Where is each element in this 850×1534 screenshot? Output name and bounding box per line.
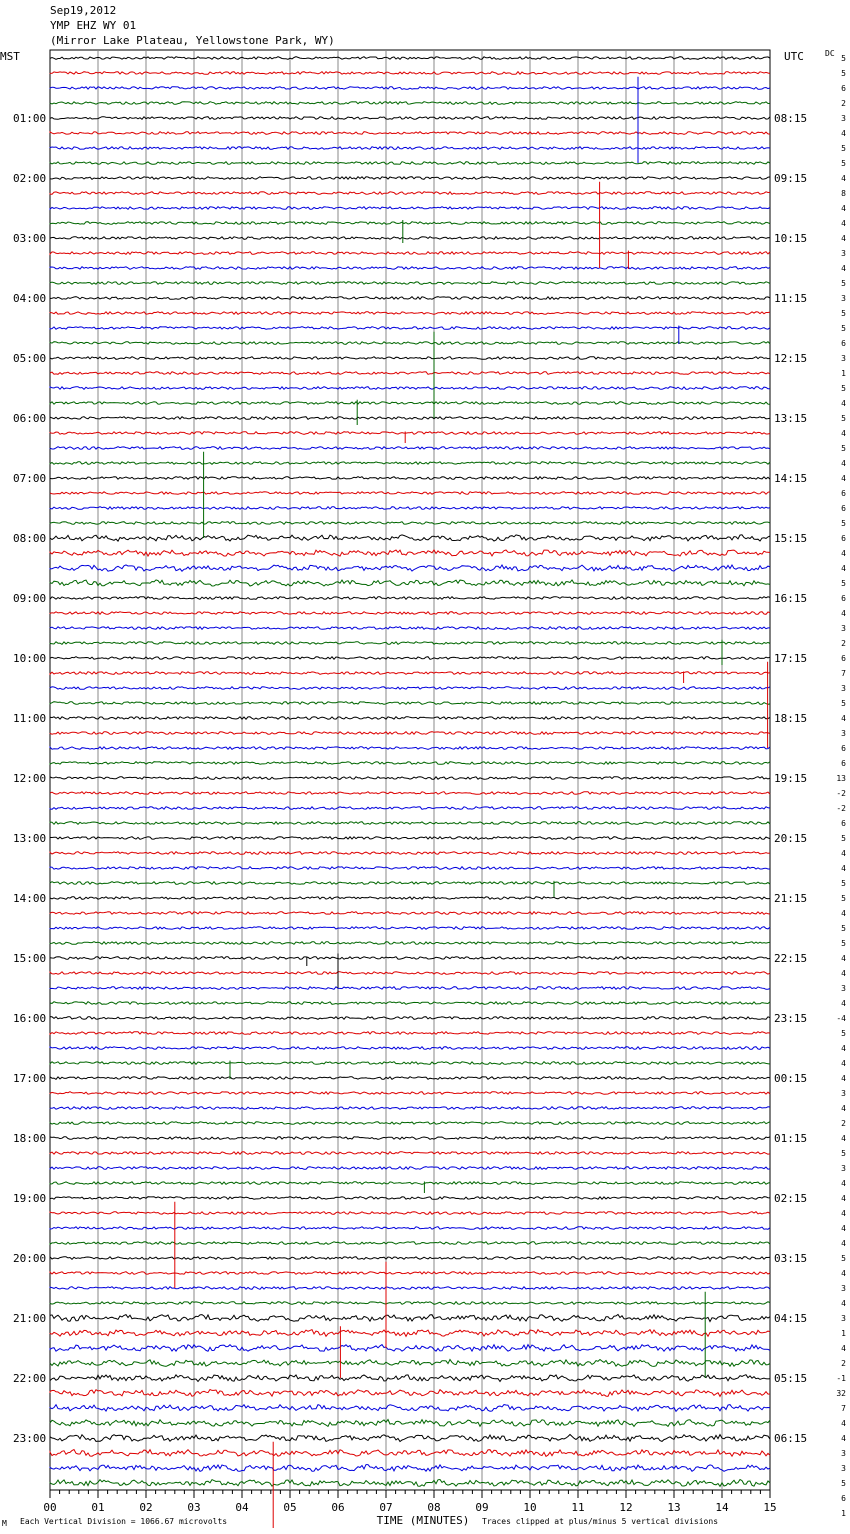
- dc-offset-value: 3: [841, 1314, 846, 1323]
- trace-line: [50, 312, 770, 315]
- dc-offset-value: 3: [841, 249, 846, 258]
- utc-hour-label: 14:15: [774, 472, 808, 485]
- x-tick-label: 10: [523, 1501, 537, 1514]
- dc-offset-value: 6: [841, 594, 846, 603]
- trace-line: [50, 1137, 770, 1140]
- x-tick-label: 07: [379, 1501, 393, 1514]
- dc-offset-value: 5: [841, 879, 846, 888]
- mst-hour-label: 03:00: [13, 232, 47, 245]
- mst-hour-label: 02:00: [13, 172, 47, 185]
- utc-hour-label: 12:15: [774, 352, 808, 365]
- dc-offset-value: 5: [841, 519, 846, 528]
- dc-offset-value: 8: [841, 189, 846, 198]
- dc-offset-value: 4: [841, 1134, 846, 1143]
- dc-offset-value: 4: [841, 564, 846, 573]
- dc-offset-value: 1: [841, 369, 846, 378]
- dc-offset-value: 1: [841, 1509, 846, 1518]
- trace-line: [50, 192, 770, 195]
- dc-offset-value: 2: [841, 99, 846, 108]
- trace-line: [50, 882, 770, 885]
- utc-hour-label: 03:15: [774, 1252, 808, 1265]
- mst-hour-label: 21:00: [13, 1312, 47, 1325]
- dc-offset-value: 4: [841, 1344, 846, 1353]
- footer-clip-note: Traces clipped at plus/minus 5 vertical divisions: [482, 1517, 719, 1526]
- dc-offset-value: 7: [841, 669, 846, 678]
- dc-offset-value: 4: [841, 549, 846, 558]
- trace-line: [50, 1287, 770, 1290]
- dc-offset-value: 5: [841, 1149, 846, 1158]
- trace-line: [50, 762, 770, 765]
- utc-hour-label: 06:15: [774, 1432, 808, 1445]
- trace-line: [50, 1242, 770, 1245]
- trace-line: [50, 357, 770, 360]
- dc-offset-value: 4: [841, 264, 846, 273]
- dc-offset-value: 4: [841, 849, 846, 858]
- mst-hour-label: 06:00: [13, 412, 47, 425]
- dc-offset-value: 13: [836, 774, 846, 783]
- trace-line: [50, 1435, 770, 1442]
- trace-line: [50, 417, 770, 420]
- dc-offset-value: 5: [841, 309, 846, 318]
- mst-hour-label: 12:00: [13, 772, 47, 785]
- x-tick-label: 01: [91, 1501, 105, 1514]
- mst-hour-label: 08:00: [13, 532, 47, 545]
- trace-line: [50, 87, 770, 90]
- utc-hour-label: 22:15: [774, 952, 808, 965]
- utc-hour-label: 02:15: [774, 1192, 808, 1205]
- trace-line: [50, 987, 770, 990]
- chart-date: Sep19,2012: [50, 4, 117, 17]
- utc-hour-label: 21:15: [774, 892, 808, 905]
- trace-line: [50, 657, 770, 660]
- trace-line: [50, 477, 770, 480]
- mst-hour-label: 09:00: [13, 592, 47, 605]
- x-tick-label: 04: [235, 1501, 249, 1514]
- trace-line: [50, 507, 770, 510]
- trace-line: [50, 1227, 770, 1230]
- mst-hour-label: 10:00: [13, 652, 47, 665]
- trace-line: [50, 1017, 770, 1020]
- footer-scale-note: Each Vertical Division = 1066.67 microvolts: [20, 1517, 228, 1526]
- trace-line: [50, 957, 770, 960]
- trace-line: [50, 702, 770, 705]
- trace-line: [50, 1272, 770, 1275]
- dc-offset-value: 5: [841, 384, 846, 393]
- dc-offset-value: 5: [841, 1029, 846, 1038]
- trace-line: [50, 462, 770, 465]
- dc-offset-value: 6: [841, 339, 846, 348]
- trace-line: [50, 927, 770, 930]
- trace-line: [50, 282, 770, 285]
- trace-line: [50, 1315, 770, 1322]
- dc-offset-value: 5: [841, 579, 846, 588]
- trace-line: [50, 237, 770, 240]
- trace-line: [50, 492, 770, 495]
- footer-corner-mark: Μ: [2, 1519, 7, 1528]
- dc-offset-value: 4: [841, 864, 846, 873]
- trace-line: [50, 717, 770, 720]
- dc-label: DC: [825, 49, 835, 58]
- dc-offset-value: 5: [841, 54, 846, 63]
- mst-hour-label: 13:00: [13, 832, 47, 845]
- dc-offset-value: 5: [841, 324, 846, 333]
- utc-hour-label: 20:15: [774, 832, 808, 845]
- mst-hour-label: 16:00: [13, 1012, 47, 1025]
- trace-line: [50, 327, 770, 330]
- trace-line: [50, 1420, 770, 1427]
- mst-axis-label: MST: [0, 50, 20, 63]
- utc-hour-label: 08:15: [774, 112, 808, 125]
- dc-offset-value: 1: [841, 1329, 846, 1338]
- x-tick-label: 12: [619, 1501, 633, 1514]
- dc-offset-value: 4: [841, 459, 846, 468]
- dc-offset-value: 5: [841, 414, 846, 423]
- mst-hour-label: 19:00: [13, 1192, 47, 1205]
- trace-line: [50, 297, 770, 300]
- dc-offset-value: 4: [841, 1044, 846, 1053]
- dc-offset-value: 6: [841, 489, 846, 498]
- dc-offset-value: 4: [841, 234, 846, 243]
- trace-line: [50, 147, 770, 150]
- dc-offset-value: 3: [841, 354, 846, 363]
- utc-hour-label: 17:15: [774, 652, 808, 665]
- dc-offset-value: 3: [841, 1464, 846, 1473]
- utc-axis-label: UTC: [784, 50, 804, 63]
- dc-offset-value: 5: [841, 699, 846, 708]
- mst-hour-label: 11:00: [13, 712, 47, 725]
- trace-line: [50, 672, 770, 675]
- dc-offset-value: 3: [841, 1164, 846, 1173]
- trace-line: [50, 867, 770, 870]
- utc-hour-label: 09:15: [774, 172, 808, 185]
- dc-offset-value: 4: [841, 399, 846, 408]
- trace-line: [50, 162, 770, 165]
- x-tick-label: 00: [43, 1501, 57, 1514]
- trace-line: [50, 387, 770, 390]
- dc-offset-value: 5: [841, 279, 846, 288]
- dc-offset-value: 4: [841, 1059, 846, 1068]
- mst-hour-label: 05:00: [13, 352, 47, 365]
- dc-offset-value: 6: [841, 84, 846, 93]
- utc-hour-label: 13:15: [774, 412, 808, 425]
- dc-offset-value: 5: [841, 939, 846, 948]
- dc-offset-value: 4: [841, 1434, 846, 1443]
- mst-hour-label: 15:00: [13, 952, 47, 965]
- trace-line: [50, 1212, 770, 1215]
- utc-hour-label: 05:15: [774, 1372, 808, 1385]
- trace-line: [50, 807, 770, 810]
- trace-line: [50, 372, 770, 375]
- x-tick-label: 13: [667, 1501, 681, 1514]
- trace-line: [50, 102, 770, 105]
- trace-line: [50, 132, 770, 135]
- trace-line: [50, 642, 770, 645]
- trace-line: [50, 57, 770, 60]
- dc-offset-value: 7: [841, 1404, 846, 1413]
- utc-hour-label: 10:15: [774, 232, 808, 245]
- trace-line: [50, 1330, 770, 1337]
- trace-line: [50, 1047, 770, 1050]
- mst-hour-label: 20:00: [13, 1252, 47, 1265]
- x-axis-title: TIME (MINUTES): [376, 1514, 470, 1527]
- dc-offset-value: 4: [841, 1194, 846, 1203]
- dc-offset-value: 6: [841, 744, 846, 753]
- dc-offset-value: 5: [841, 159, 846, 168]
- trace-line: [50, 1375, 770, 1382]
- trace-line: [50, 1152, 770, 1155]
- dc-offset-value: 3: [841, 729, 846, 738]
- x-tick-label: 05: [283, 1501, 297, 1514]
- dc-offset-value: -1: [836, 1374, 846, 1383]
- x-tick-label: 11: [571, 1501, 585, 1514]
- trace-line: [50, 627, 770, 630]
- dc-offset-value: 3: [841, 984, 846, 993]
- trace-line: [50, 792, 770, 795]
- trace-line: [50, 267, 770, 270]
- dc-offset-value: 3: [841, 624, 846, 633]
- dc-offset-value: 3: [841, 684, 846, 693]
- trace-line: [50, 1257, 770, 1260]
- trace-line: [50, 72, 770, 75]
- dc-offset-value: 4: [841, 429, 846, 438]
- trace-line: [50, 597, 770, 600]
- trace-line: [50, 1197, 770, 1200]
- mst-hour-label: 14:00: [13, 892, 47, 905]
- trace-line: [50, 777, 770, 780]
- mst-hour-label: 23:00: [13, 1432, 47, 1445]
- mst-hour-label: 18:00: [13, 1132, 47, 1145]
- utc-hour-label: 16:15: [774, 592, 808, 605]
- dc-offset-value: 4: [841, 1419, 846, 1428]
- dc-offset-value: 6: [841, 1494, 846, 1503]
- trace-line: [50, 942, 770, 945]
- trace-line: [50, 402, 770, 405]
- dc-offset-value: 4: [841, 174, 846, 183]
- dc-offset-value: 5: [841, 834, 846, 843]
- x-tick-label: 15: [763, 1501, 777, 1514]
- dc-offset-value: 2: [841, 1119, 846, 1128]
- trace-line: [50, 1002, 770, 1005]
- trace-line: [50, 1077, 770, 1080]
- mst-hour-label: 07:00: [13, 472, 47, 485]
- dc-offset-value: 5: [841, 444, 846, 453]
- utc-hour-label: 11:15: [774, 292, 808, 305]
- trace-line: [50, 897, 770, 900]
- dc-offset-value: 5: [841, 894, 846, 903]
- trace-line: [50, 1405, 770, 1412]
- x-tick-label: 06: [331, 1501, 345, 1514]
- chart-title: YMP EHZ WY 01: [50, 19, 137, 32]
- utc-hour-label: 01:15: [774, 1132, 808, 1145]
- dc-offset-value: 4: [841, 129, 846, 138]
- dc-offset-value: 4: [841, 1209, 846, 1218]
- dc-offset-value: 6: [841, 759, 846, 768]
- trace-line: [50, 252, 770, 255]
- dc-offset-value: -2: [836, 804, 846, 813]
- utc-hour-label: 15:15: [774, 532, 808, 545]
- trace-line: [50, 852, 770, 855]
- mst-hour-label: 22:00: [13, 1372, 47, 1385]
- dc-offset-value: 6: [841, 534, 846, 543]
- trace-line: [50, 1032, 770, 1035]
- chart-subtitle: (Mirror Lake Plateau, Yellowstone Park, WY): [50, 34, 335, 47]
- dc-offset-value: 3: [841, 1089, 846, 1098]
- trace-line: [50, 1450, 770, 1457]
- trace-line: [50, 580, 770, 586]
- trace-line: [50, 1092, 770, 1095]
- trace-line: [50, 222, 770, 225]
- trace-line: [50, 972, 770, 975]
- mst-hour-label: 01:00: [13, 112, 47, 125]
- dc-offset-value: -4: [836, 1014, 846, 1023]
- dc-offset-value: 4: [841, 999, 846, 1008]
- dc-offset-value: 4: [841, 714, 846, 723]
- trace-line: [50, 1480, 770, 1487]
- dc-offset-value: 5: [841, 69, 846, 78]
- x-tick-label: 02: [139, 1501, 153, 1514]
- dc-offset-value: 6: [841, 819, 846, 828]
- trace-line: [50, 822, 770, 825]
- trace-line: [50, 1062, 770, 1065]
- trace-line: [50, 550, 770, 556]
- trace-line: [50, 912, 770, 915]
- trace-line: [50, 747, 770, 750]
- trace-line: [50, 1390, 770, 1397]
- trace-line: [50, 1302, 770, 1305]
- dc-offset-value: 4: [841, 1299, 846, 1308]
- dc-offset-value: -2: [836, 789, 846, 798]
- dc-offset-value: 4: [841, 1104, 846, 1113]
- trace-line: [50, 1345, 770, 1352]
- utc-hour-label: 18:15: [774, 712, 808, 725]
- trace-line: [50, 565, 770, 571]
- trace-line: [50, 837, 770, 840]
- trace-line: [50, 1122, 770, 1125]
- trace-line: [50, 1167, 770, 1170]
- trace-line: [50, 1107, 770, 1110]
- utc-hour-label: 19:15: [774, 772, 808, 785]
- trace-line: [50, 207, 770, 210]
- trace-line: [50, 522, 770, 525]
- x-tick-label: 09: [475, 1501, 489, 1514]
- dc-offset-value: 32: [836, 1389, 846, 1398]
- trace-line: [50, 1465, 770, 1472]
- dc-offset-value: 5: [841, 1479, 846, 1488]
- dc-offset-value: 4: [841, 1239, 846, 1248]
- dc-offset-value: 5: [841, 924, 846, 933]
- dc-offset-value: 4: [841, 609, 846, 618]
- dc-offset-value: 4: [841, 1224, 846, 1233]
- dc-offset-value: 4: [841, 204, 846, 213]
- dc-offset-value: 4: [841, 1269, 846, 1278]
- dc-offset-value: 2: [841, 639, 846, 648]
- trace-line: [50, 447, 770, 450]
- trace-line: [50, 535, 770, 541]
- trace-line: [50, 117, 770, 120]
- dc-offset-value: 3: [841, 1284, 846, 1293]
- dc-offset-value: 4: [841, 909, 846, 918]
- dc-offset-value: 3: [841, 294, 846, 303]
- dc-offset-value: 5: [841, 1254, 846, 1263]
- mst-hour-label: 17:00: [13, 1072, 47, 1085]
- x-tick-label: 03: [187, 1501, 201, 1514]
- dc-offset-value: 4: [841, 219, 846, 228]
- dc-offset-value: 2: [841, 1359, 846, 1368]
- dc-offset-value: 3: [841, 1449, 846, 1458]
- x-tick-label: 14: [715, 1501, 729, 1514]
- trace-line: [50, 732, 770, 735]
- trace-line: [50, 342, 770, 345]
- dc-offset-value: 6: [841, 654, 846, 663]
- trace-line: [50, 1360, 770, 1367]
- trace-line: [50, 432, 770, 435]
- dc-offset-value: 4: [841, 1074, 846, 1083]
- dc-offset-value: 5: [841, 144, 846, 153]
- utc-hour-label: 23:15: [774, 1012, 808, 1025]
- mst-hour-label: 04:00: [13, 292, 47, 305]
- dc-offset-value: 6: [841, 504, 846, 513]
- dc-offset-value: 4: [841, 969, 846, 978]
- trace-line: [50, 177, 770, 180]
- dc-offset-value: 4: [841, 1179, 846, 1188]
- trace-line: [50, 612, 770, 615]
- trace-line: [50, 687, 770, 690]
- dc-offset-value: 3: [841, 114, 846, 123]
- trace-line: [50, 1182, 770, 1185]
- dc-offset-value: 4: [841, 474, 846, 483]
- x-tick-label: 08: [427, 1501, 441, 1514]
- dc-offset-value: 4: [841, 954, 846, 963]
- utc-hour-label: 00:15: [774, 1072, 808, 1085]
- utc-hour-label: 04:15: [774, 1312, 808, 1325]
